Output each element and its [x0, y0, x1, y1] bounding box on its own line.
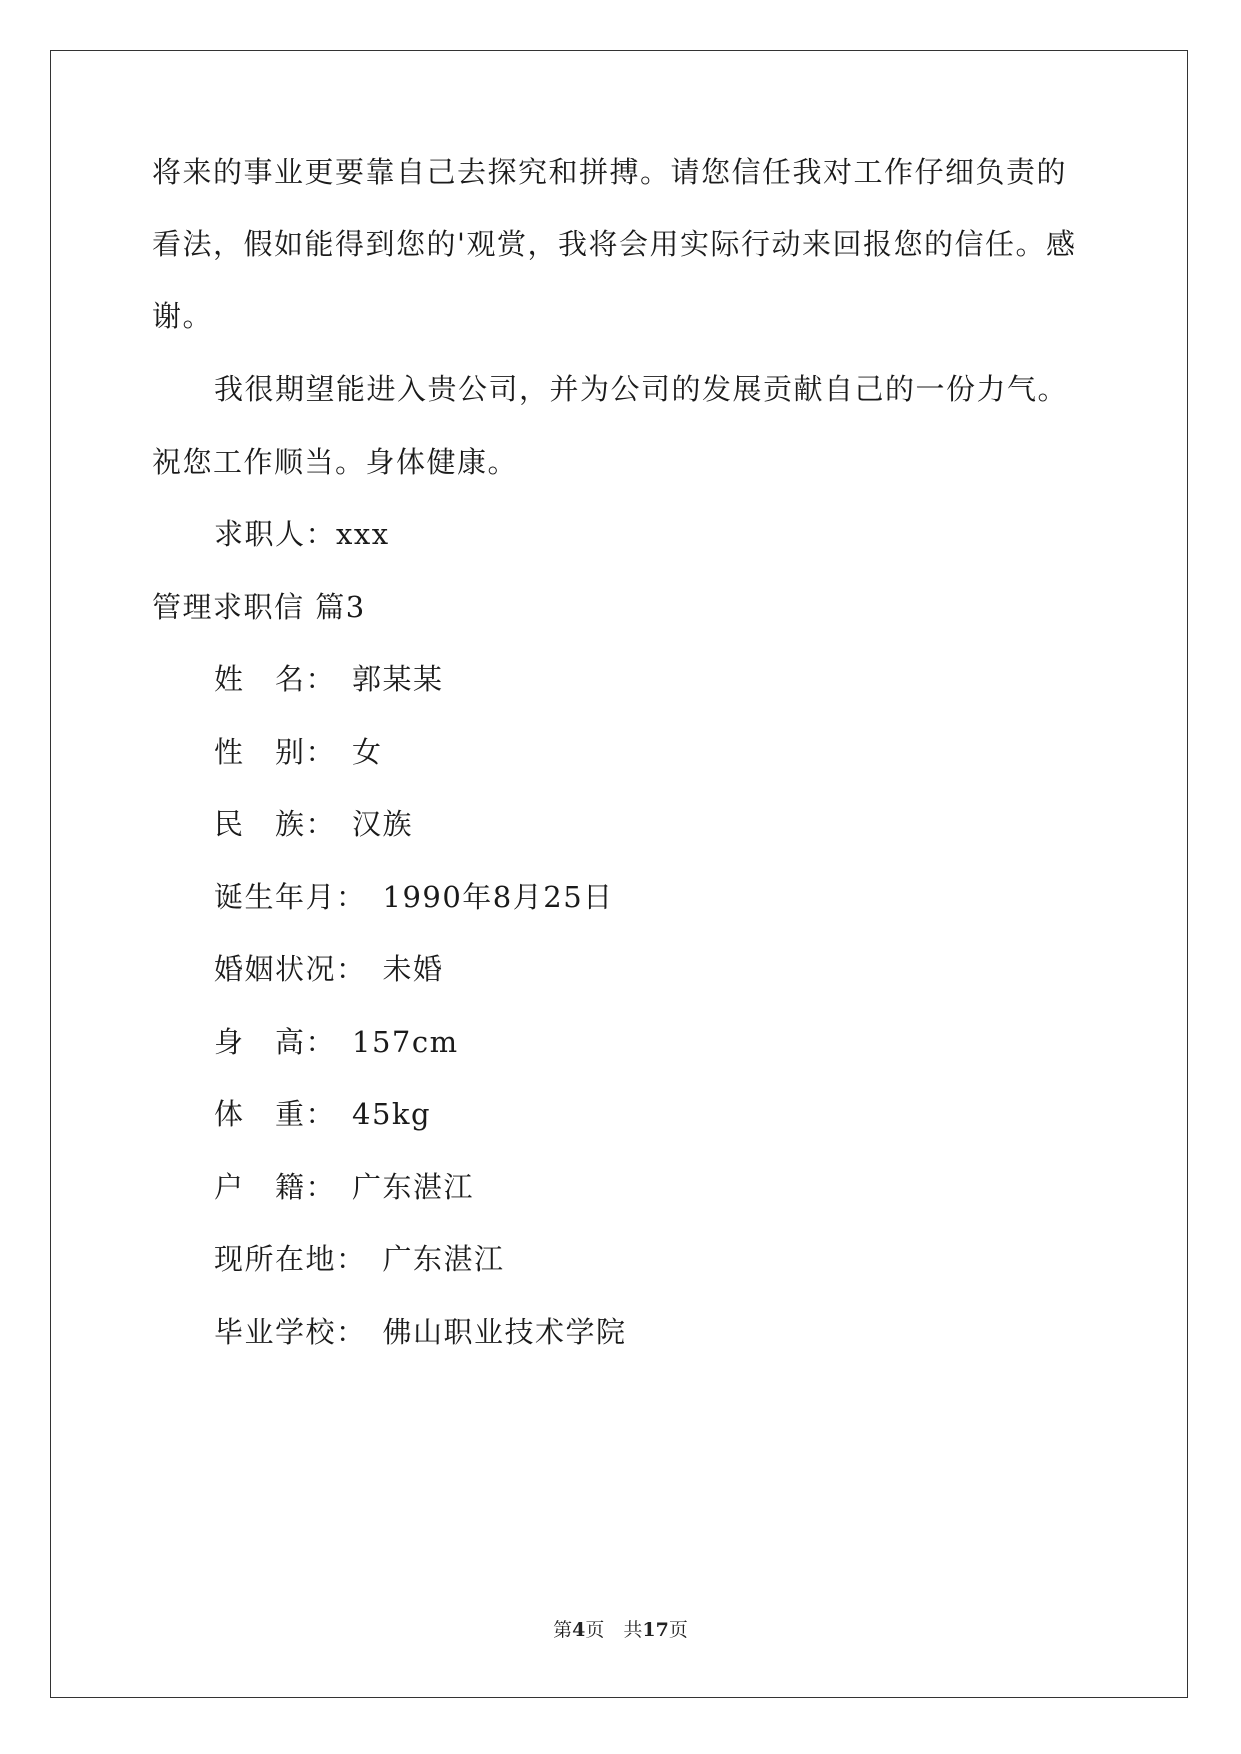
field-gender: 性 别： 女: [214, 735, 383, 769]
field-birthdate: 诞生年月： 1990年8月25日: [214, 880, 614, 914]
footer-prefix: 第: [553, 1619, 573, 1641]
body-line-4: 我很期望能进入贵公司，并为公司的发展贡献自己的一份力气。: [214, 372, 1069, 406]
applicant-signature: 求职人：xxx: [214, 517, 390, 551]
footer-total-pages: 17: [642, 1619, 669, 1641]
body-line-5: 祝您工作顺当。身体健康。: [152, 445, 519, 479]
page-frame: [50, 50, 1188, 1698]
field-name: 姓 名： 郭某某: [214, 662, 444, 696]
field-marital-status: 婚姻状况： 未婚: [214, 952, 444, 986]
page-footer: [0, 1618, 1241, 1642]
section-heading: 管理求职信 篇3: [152, 590, 366, 624]
body-line-1: 将来的事业更要靠自己去探究和拼搏。请您信任我对工作仔细负责的: [152, 155, 1068, 189]
field-height: 身 高： 157cm: [214, 1025, 459, 1059]
footer-page-number: 4: [572, 1619, 586, 1641]
field-school: 毕业学校： 佛山职业技术学院: [214, 1315, 627, 1349]
field-weight: 体 重： 45kg: [214, 1097, 432, 1131]
field-current-location: 现所在地： 广东湛江: [214, 1242, 505, 1276]
field-ethnicity: 民 族： 汉族: [214, 807, 414, 841]
field-hometown: 户 籍： 广东湛江: [214, 1170, 475, 1204]
footer-suffix: 页: [668, 1619, 688, 1641]
body-line-3: 谢。: [152, 299, 214, 333]
footer-middle: 页 共: [585, 1619, 643, 1641]
body-line-2: 看法，假如能得到您的'观赏，我将会用实际行动来回报您的信任。感: [152, 227, 1077, 261]
